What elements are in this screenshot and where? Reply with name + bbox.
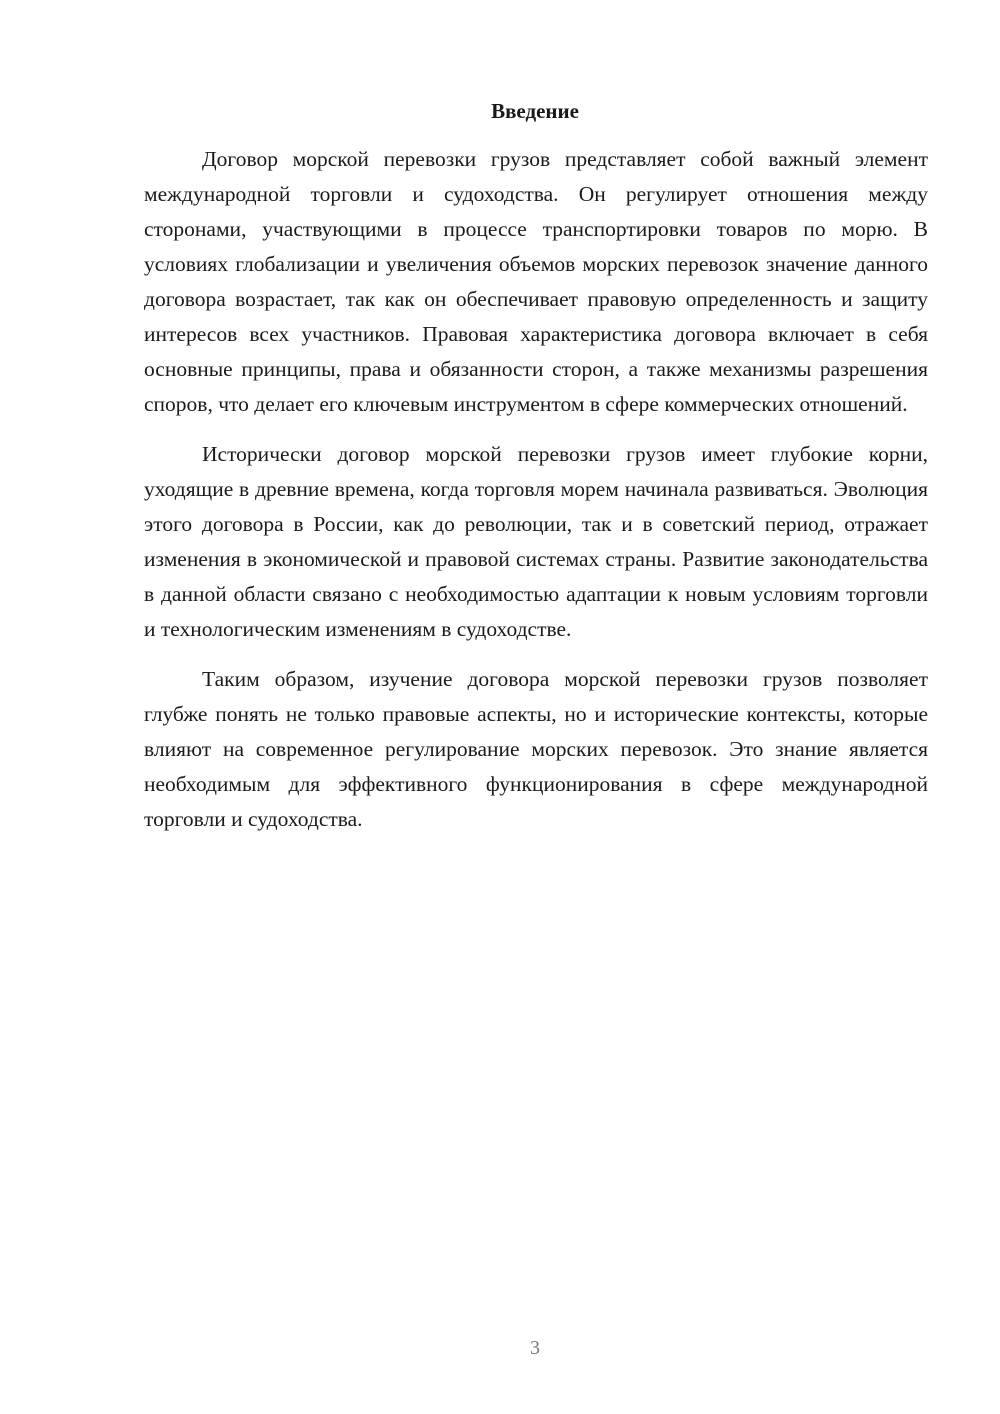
section-title: Введение	[491, 99, 579, 123]
body-text	[144, 142, 928, 852]
paragraph-3: Таким образом, изучение договора морской перевозки грузов позволяет глубже понять не только правовые аспекты, но и исторические контексты, которые влияют на современное регулирование морских перевозок. Это знание является необходимым для эффективного функционирования в сфере международной торговли и судоходства.	[144, 667, 928, 831]
page-number: 3	[530, 1337, 540, 1359]
paragraph-1: Договор морской перевозки грузов представляет собой важный элемент международной торговли и судоходства. Он регулирует отношения между сторонами, участвующими в процессе транспортировки товаров по морю. В условиях глобализации и увеличения объемов морских перевозок значение данного договора возрастает, так как он обеспечивает правовую определенность и защиту интересов всех участников. Правовая характеристика договора включает в себя основные принципы, права и обязанности сторон, а также механизмы разрешения споров, что делает его ключевым инструментом в сфере коммерческих отношений.	[144, 147, 928, 416]
paragraph-2: Исторически договор морской перевозки грузов имеет глубокие корни, уходящие в древние времена, когда торговля морем начинала развиваться. Эволюция этого договора в России, как до революции, так и в советский период, отражает изменения в экономической и правовой системах страны. Развитие законодательства в данной области связано с необходимостью адаптации к новым условиям торговли и технологическим изменениям в судоходстве.	[144, 442, 928, 641]
